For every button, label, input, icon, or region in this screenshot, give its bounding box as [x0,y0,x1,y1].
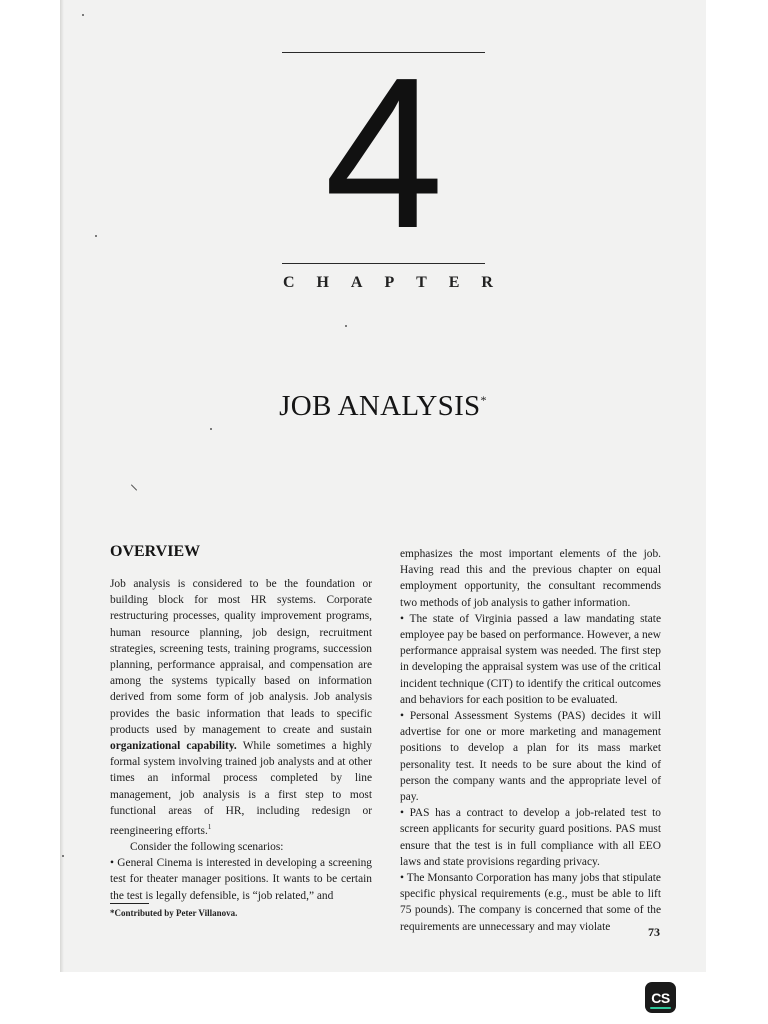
paragraph [110,576,372,839]
scan-speck [131,484,137,490]
paragraph-text: Job analysis is considered to be the foundation or building block for most HR systems. Corporate restructuring processes, quality improvement programs, human resource planning, job design, recruitment strategies, screening tests, training programs, succession planning, performance appraisal, and compensation are among the systems typically based on information derived from some form of job analysis. Job analysis provides the basic information that leads to specific products used by management to create and sustain [110,578,372,736]
camscanner-badge-text: CS [651,989,670,1006]
chapter-letter: T [416,274,427,291]
bullet-item: • The state of Virginia passed a law mandating state employee pay be based on performance. However, a new performance appraisal system was needed. The first step in developing the appraisal system was use of the critical incident technique (CIT) to identify the critical outcomes and behaviors for each position to be evaluated. [400,612,661,706]
bullet-item: • Personal Assessment Systems (PAS) decides it will advertise for one or more marketing and management positions to develop a plan for its mass market personality test. It needs to be sure about the kind of person the company wants and the appropriate level of pay. [400,710,661,804]
scan-speck [210,428,212,430]
chapter-letter: A [350,274,363,291]
scan-speck [62,855,64,857]
scan-speck [82,14,84,16]
left-column [110,576,372,904]
bullet-item: • General Cinema is interested in developing a screening test for theater manager positions. It wants to be certain the test is legally defensible, is “job related,” and [110,857,372,902]
footnote-rule [110,903,149,904]
book-page [60,0,706,972]
chapter-number: 4 [324,32,444,273]
paragraph: emphasizes the most important elements of the job. Having read this and the previous chapter on equal employment opportunity, the consultant recommends two methods of job analysis to gather information. [400,548,661,609]
page-number: 73 [648,925,660,939]
chapter-bottom-rule [282,263,485,264]
title-footnote-marker: * [480,393,487,407]
chapter-letter: H [316,274,329,291]
paragraph-text: While sometimes a highly formal system involving trained job analysts and at other times an informal process completed by line management, job analysis is a first step to most functional areas of HR, including redesign or reengineering efforts. [110,740,373,837]
page-edge-shadow [60,0,64,972]
chapter-letter: P [384,274,395,291]
footnote-ref: 1 [207,823,212,832]
bullet-item: • PAS has a contract to develop a job-related test to screen applicants for security guard positions. PAS must ensure that the test is in full compliance with all EEO laws and state provisions regarding privacy. [400,807,661,868]
camscanner-badge-accent [650,1007,671,1009]
section-heading: OVERVIEW [110,543,201,560]
chapter-title [60,390,706,423]
bullet-item: • The Monsanto Corporation has many jobs that stipulate specific physical requirements (e.g., must be able to lift 75 pounds). The company is concerned that some of the requirements are unnecessary and may violate [400,872,661,933]
footnote: *Contributed by Peter Villanova. [110,908,238,918]
chapter-letter: C [283,274,295,291]
scan-speck [95,235,97,237]
chapter-letter: R [481,274,493,291]
chapter-letter: E [448,274,460,291]
chapter-label [283,274,493,292]
scan-speck [345,325,347,327]
camscanner-logo-icon [645,982,676,1013]
bold-term: organizational capability. [110,740,237,753]
chapter-title-text: JOB ANALYSIS [279,390,481,422]
right-column [400,546,661,935]
paragraph: Consider the following scenarios: [130,841,284,854]
